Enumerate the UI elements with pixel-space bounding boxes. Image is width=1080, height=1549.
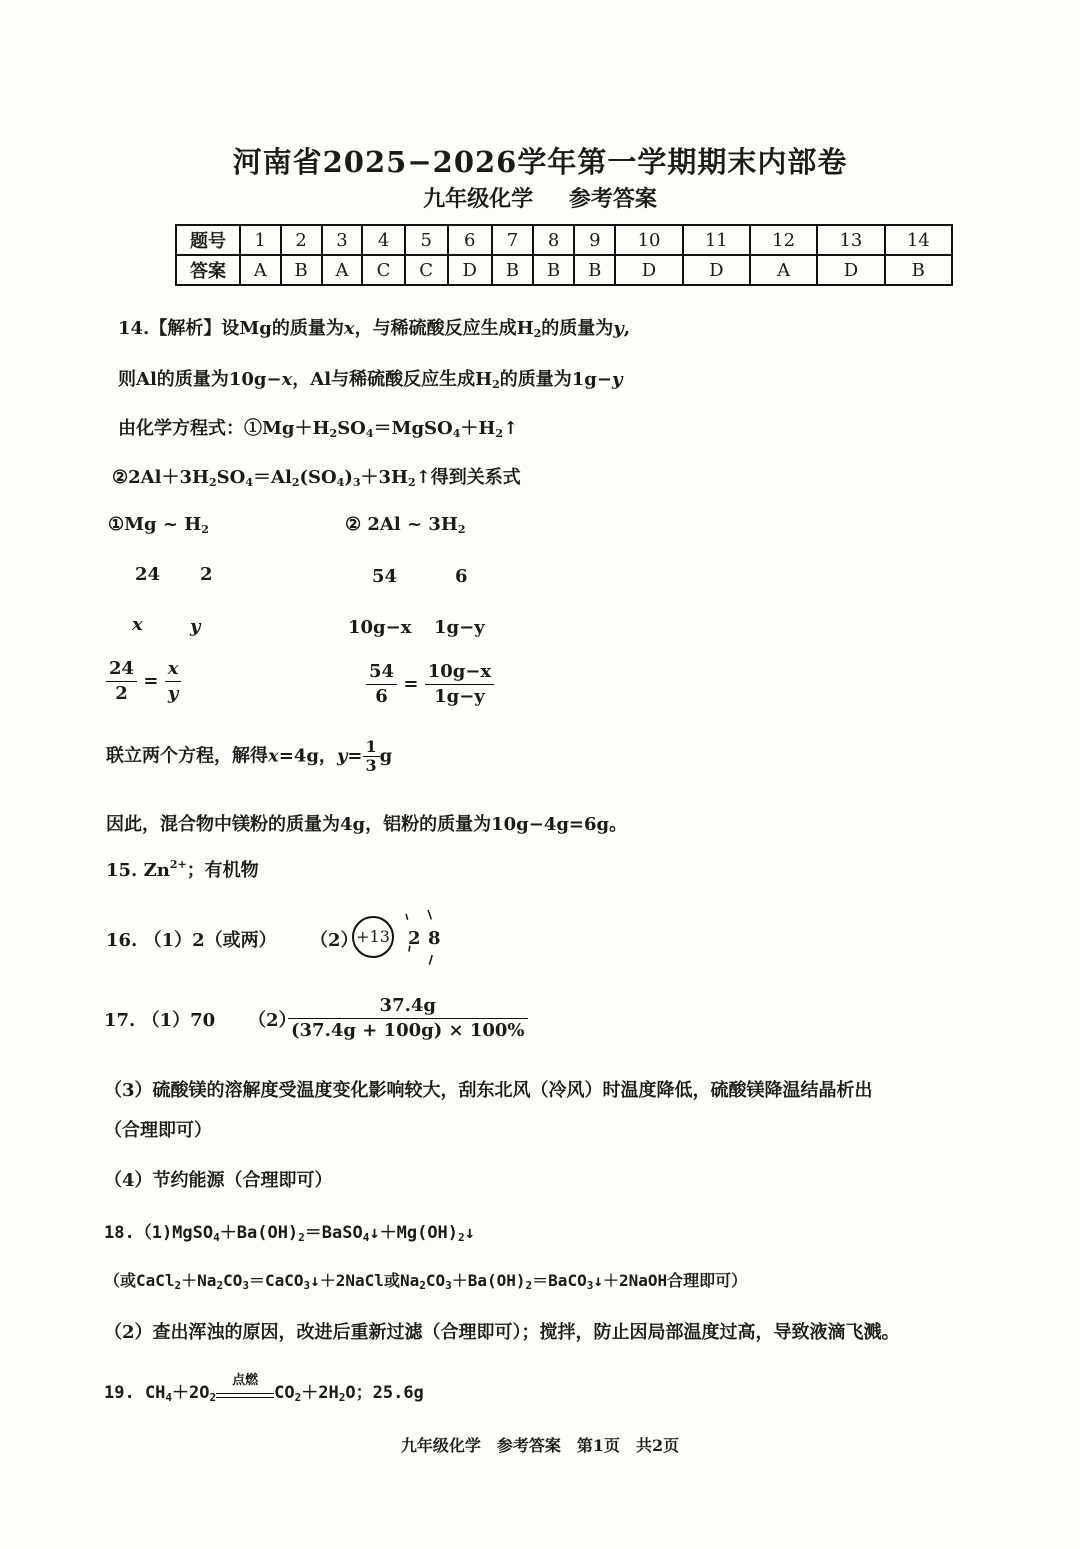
q14-equation-2: $②2Al+3H_2SO_4=Al_2(SO_4)_3+3H_2↑$得到关系式	[112, 467, 521, 489]
answer-cell: A	[322, 255, 363, 285]
var-1g-y: 1g−y	[434, 617, 485, 638]
answer-cell: B	[281, 255, 322, 285]
answer-cell: D	[683, 255, 750, 285]
var-x: x	[132, 614, 143, 635]
q19-equation: 19. $CH_4+2O_2$ 点燃 $CO_2+2H_2O$；25.6g	[104, 1372, 424, 1404]
q14-solve: 联立两个方程，解得x=4g，y= $\frac{1}{3}$ g	[106, 737, 393, 775]
answer-table	[175, 224, 953, 286]
question-cell: 12	[750, 225, 817, 255]
q14-equation-1: 由化学方程式：$①Mg+H_2SO_4=MgSO_4+H_2↑$	[118, 418, 519, 440]
proportion-al: $\frac{54}{6}$ = $\frac{10g-x}{1g-y}$	[366, 660, 494, 709]
answer-cell: C	[405, 255, 448, 285]
question-cell: 4	[362, 225, 405, 255]
question-cell: 5	[405, 225, 448, 255]
mass-24: 24	[135, 564, 161, 585]
q18-equation-alt: （或$CaCl_2+Na_2CO_3=CaCO_3↓+2NaCl$或$Na_2CO_3+Ba(OH)_2=BaCO_3↓+2NaOH$合理即可）	[104, 1271, 748, 1292]
question-cell: 6	[448, 225, 492, 255]
q17-part1: 17. （1）70	[104, 1010, 216, 1031]
proportion-mg: $\frac{24}{2}$ = $\frac{x}{y}$	[106, 657, 181, 706]
answer-cell: C	[362, 255, 405, 285]
question-cell: 7	[492, 225, 533, 255]
var-10g-x: 10g−x	[348, 617, 412, 638]
answer-cell: B	[492, 255, 533, 285]
question-number-row	[176, 225, 952, 255]
q15-answer: 15. $Zn^{2+}$；有机物	[106, 858, 259, 881]
question-cell: 1	[240, 225, 281, 255]
q17-part3-note: （合理即可）	[104, 1120, 212, 1141]
q18-equation-1: $18.(1)MgSO_4+Ba(OH)_2=BaSO_4↓+Mg(OH)_2↓$	[104, 1223, 475, 1244]
mass-2: 2	[200, 564, 213, 585]
q14-conclusion: 因此，混合物中镁粉的质量为4g，铝粉的质量为10g−4g=6g。	[106, 814, 628, 835]
answer-cell: B	[885, 255, 952, 285]
var-y: y	[190, 616, 201, 637]
question-cell: 2	[281, 225, 322, 255]
question-cell: 3	[322, 225, 363, 255]
q17-part2-label: （2）	[248, 1010, 297, 1031]
shell-1-electrons: 2	[408, 928, 421, 949]
q18-part2: （2）查出浑浊的原因，改进后重新过滤（合理即可）；搅拌，防止因局部温度过高，导致液滴飞溅。	[104, 1322, 900, 1343]
page-subtitle	[0, 182, 1080, 213]
answer-row	[176, 255, 952, 285]
q17-fraction: $\frac{37.4g}{(37.4g + 100g) \times 100\%}$	[288, 994, 528, 1043]
q14-line-1: 14.【解析】设Mg的质量为x，与稀硫酸反应生成$H_2$的质量为y,	[118, 318, 630, 340]
q14-line-2: 则Al的质量为10g−x，Al与稀硫酸反应生成$H_2$的质量为1g−y	[118, 369, 623, 391]
question-cell: 11	[683, 225, 750, 255]
row-label-question: 题号	[176, 225, 240, 255]
answer-cell: D	[615, 255, 682, 285]
q17-part3: （3）硫酸镁的溶解度受温度变化影响较大，刮东北风（冷风）时温度降低，硫酸镁降温结晶析出	[104, 1080, 873, 1101]
q16-part2-label: （2）	[310, 930, 359, 951]
answer-cell: A	[750, 255, 817, 285]
nucleus: +13	[352, 916, 394, 958]
question-cell: 10	[615, 225, 682, 255]
answer-cell: D	[817, 255, 884, 285]
relation-al: ② 2Al ~ $3H_2$	[345, 514, 466, 536]
question-cell: 8	[533, 225, 574, 255]
question-cell: 9	[574, 225, 615, 255]
page-title: 河南省2025−2026学年第一学期期末内部卷	[232, 145, 848, 179]
answer-cell: B	[574, 255, 615, 285]
row-label-answer: 答案	[176, 255, 240, 285]
answer-cell: A	[240, 255, 281, 285]
shell-2-electrons: 8	[428, 928, 441, 949]
q17-part4: （4）节约能源（合理即可）	[104, 1170, 333, 1191]
question-cell: 14	[885, 225, 952, 255]
atom-structure-diagram	[352, 916, 394, 958]
relation-mg: ①Mg ~ $H_2$	[108, 514, 209, 536]
doc-type-label: 参考答案	[568, 186, 657, 212]
mass-6: 6	[455, 566, 468, 587]
answer-cell: B	[533, 255, 574, 285]
question-cell: 13	[817, 225, 884, 255]
q16-part1: 16. （1）2（或两）	[106, 930, 277, 951]
page-footer: 九年级化学 参考答案 第1页 共2页	[400, 1436, 680, 1455]
reaction-condition: 点燃	[216, 1389, 274, 1398]
answer-cell: D	[448, 255, 492, 285]
mass-54: 54	[372, 566, 398, 587]
subject-label: 九年级化学	[423, 186, 534, 212]
